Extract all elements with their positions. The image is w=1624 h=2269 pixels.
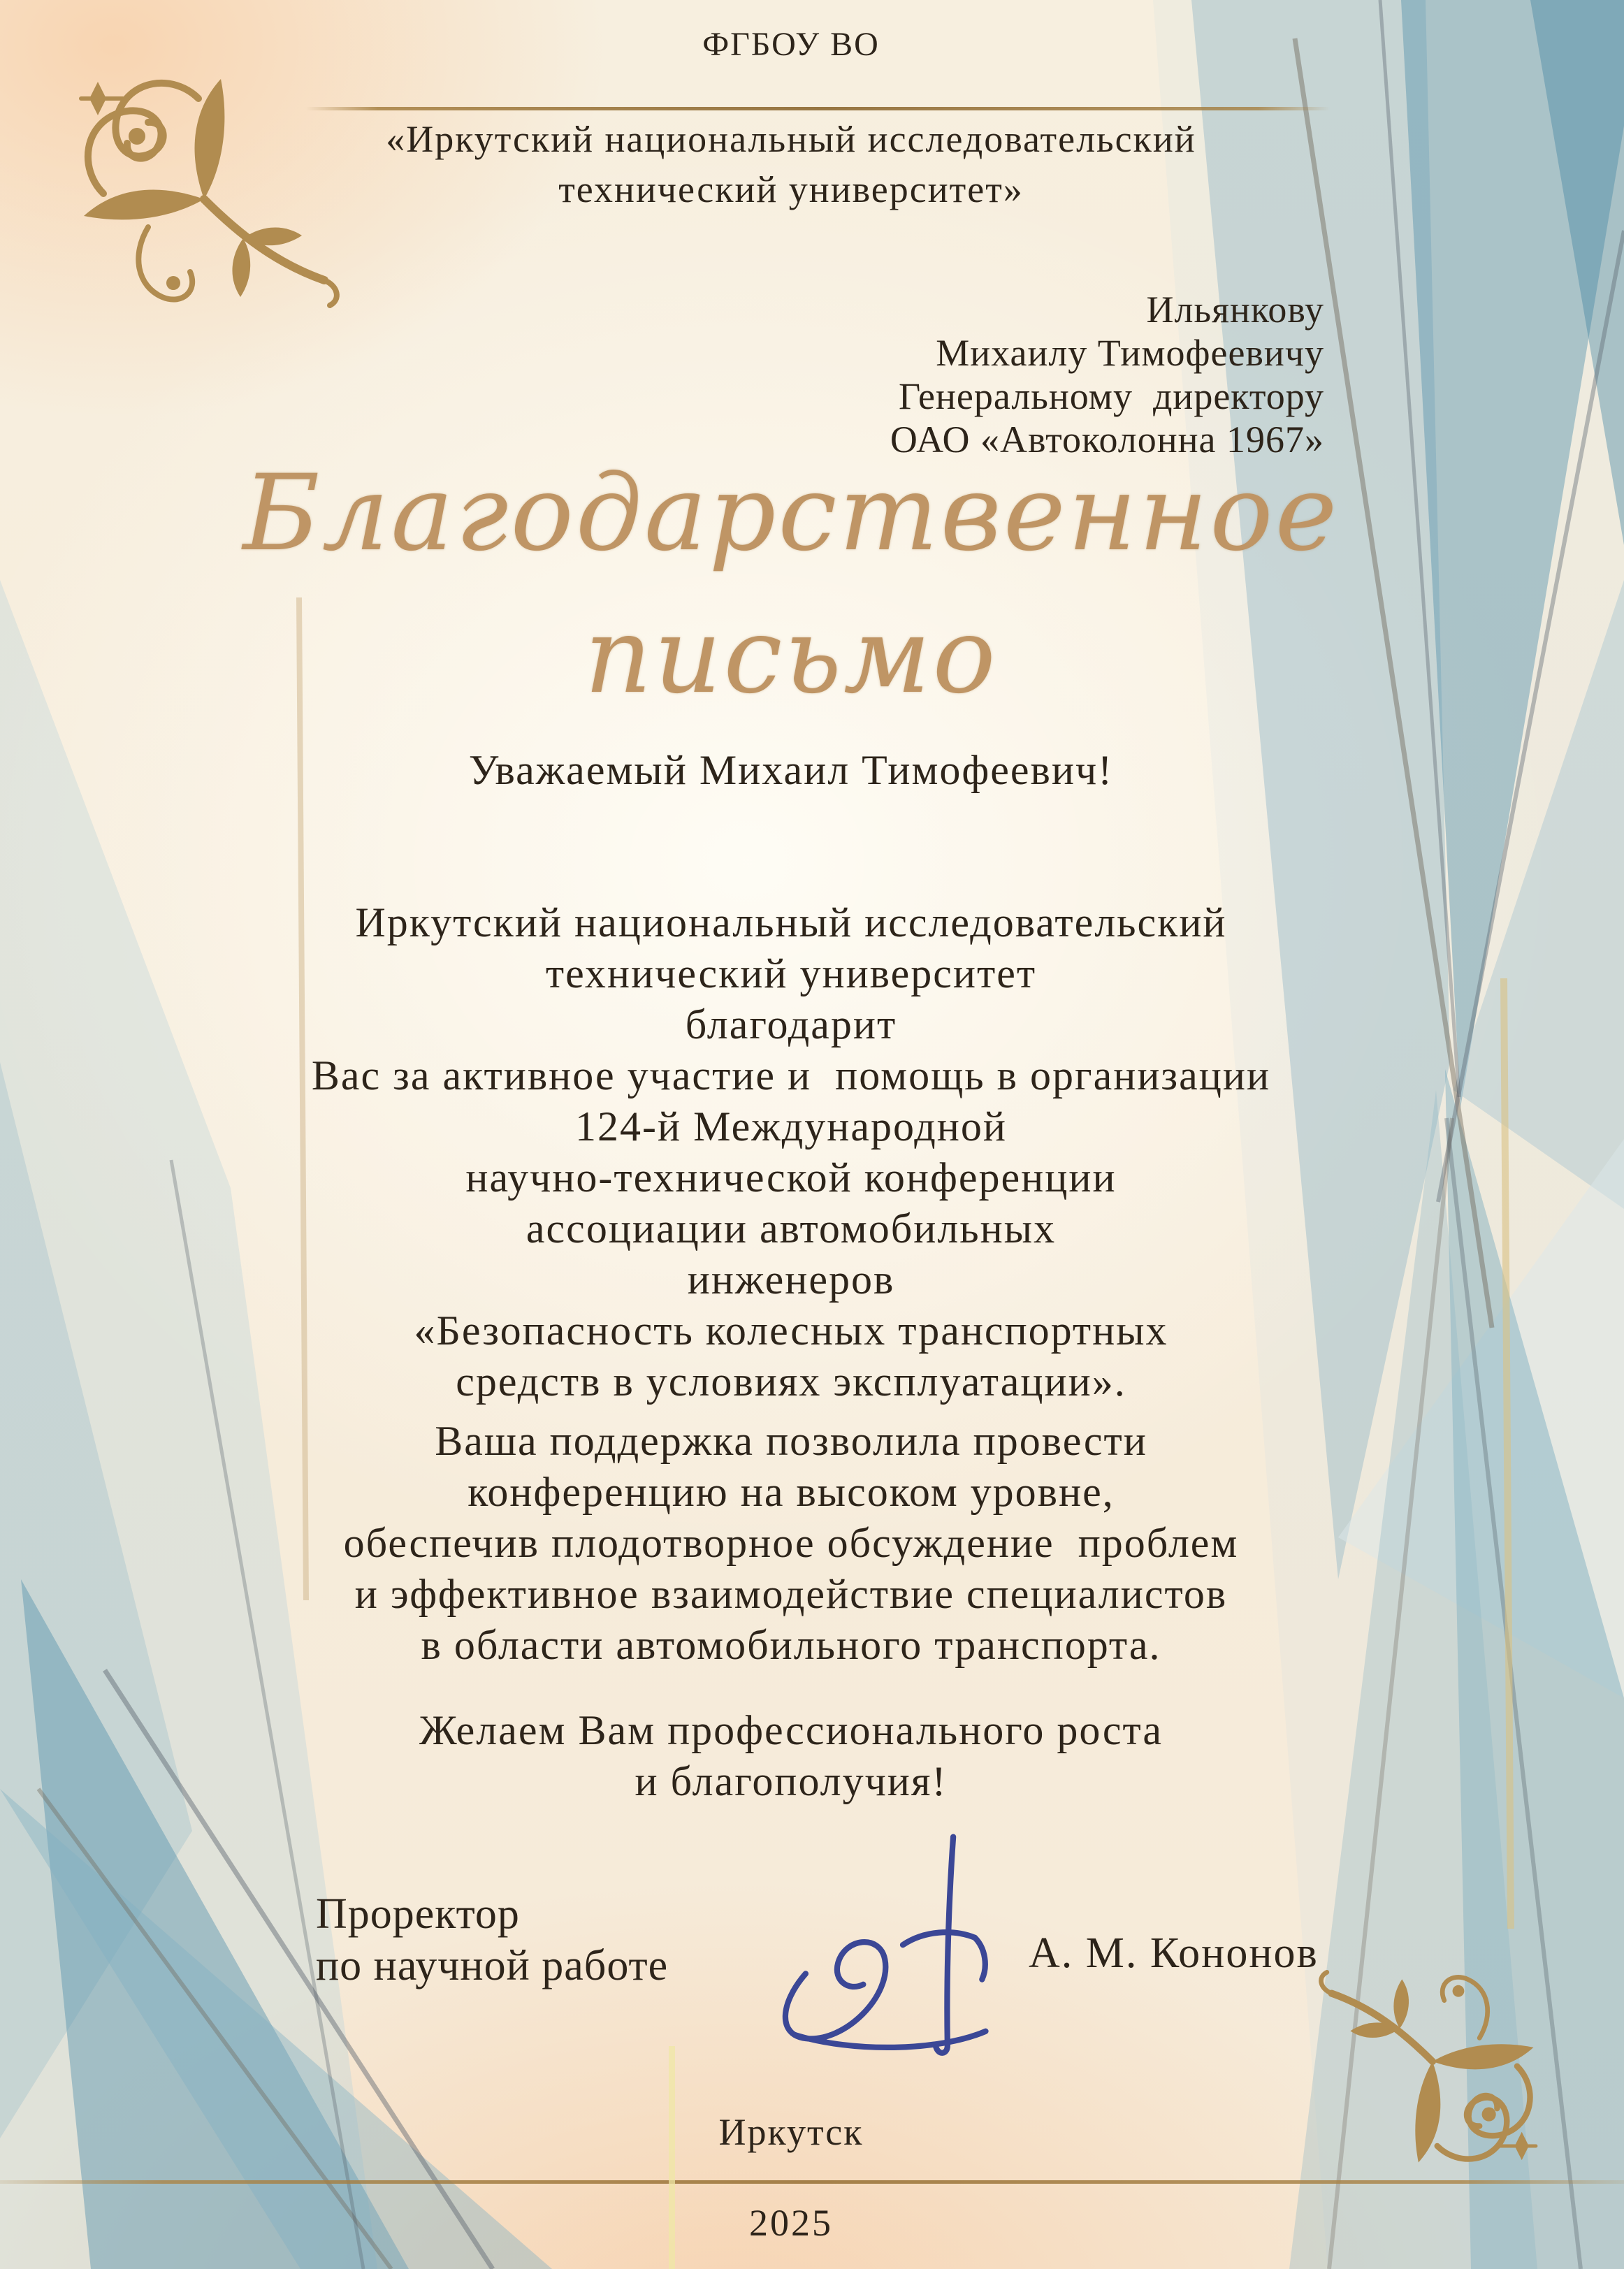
body-line: Иркутский национальный исследовательский	[355, 899, 1227, 945]
salutation: Уважаемый Михаил Тимофеевич!	[468, 747, 1114, 793]
body-line: и благополучия!	[635, 1758, 948, 1804]
body-paragraph-2	[0, 1416, 1582, 1671]
body-line: и эффективное взаимодействие специалистов	[354, 1571, 1228, 1617]
body-paragraph-3	[0, 1705, 1582, 1807]
body-line: благодарит	[685, 1001, 897, 1047]
recipient-line: Ильянкову	[1146, 289, 1324, 331]
gold-divider-bottom	[0, 2180, 1624, 2184]
body-line: ассоциации автомобильных	[525, 1205, 1057, 1252]
org-abbreviation: ФГБОУ ВО	[702, 26, 880, 63]
signer-position-line: по научной работе	[316, 1942, 669, 1989]
recipient-line: Михаилу Тимофеевичу	[936, 332, 1324, 374]
org-name-line1: «Иркутский национальный исследовательский	[386, 118, 1196, 160]
body-line: научно-технической конференции	[465, 1154, 1117, 1201]
body-line: технический университет	[545, 950, 1037, 996]
body-line: Вас за активное участие и помощь в организации	[311, 1052, 1271, 1099]
body-line: «Безопасность колесных транспортных	[414, 1307, 1168, 1354]
recipient-line: ОАО «Автоколонна 1967»	[890, 419, 1324, 461]
letter-title-line2: письмо	[584, 595, 998, 717]
org-name-line2: технический университет»	[558, 168, 1024, 210]
footer-city: Иркутск	[718, 2111, 864, 2153]
recipient-block	[890, 288, 1324, 461]
footer-year: 2025	[749, 2202, 833, 2244]
body-line: средств в условиях эксплуатации».	[456, 1358, 1126, 1405]
body-paragraph-1	[0, 897, 1582, 1407]
body-line: в области автомобильного транспорта.	[421, 1622, 1161, 1668]
signer-position	[316, 1888, 668, 1992]
body-line: инженеров	[687, 1256, 895, 1303]
body-line: конференцию на высоком уровне,	[467, 1469, 1115, 1515]
signer-name: А. М. Кононов	[1029, 1929, 1319, 1977]
letter-title-line1: Благодарственное	[242, 453, 1340, 574]
signer-position-line: Проректор	[316, 1890, 520, 1938]
body-line: Ваша поддержка позволила провести	[435, 1418, 1147, 1464]
body-line: обеспечив плодотворное обсуждение проблем	[343, 1520, 1239, 1566]
body-line: Желаем Вам профессионального роста	[419, 1707, 1163, 1753]
recipient-line: Генеральному директору	[898, 375, 1324, 417]
signature-ink	[735, 1822, 1071, 2060]
gold-divider-top	[306, 107, 1330, 110]
body-line: 124-й Международной	[574, 1103, 1008, 1150]
